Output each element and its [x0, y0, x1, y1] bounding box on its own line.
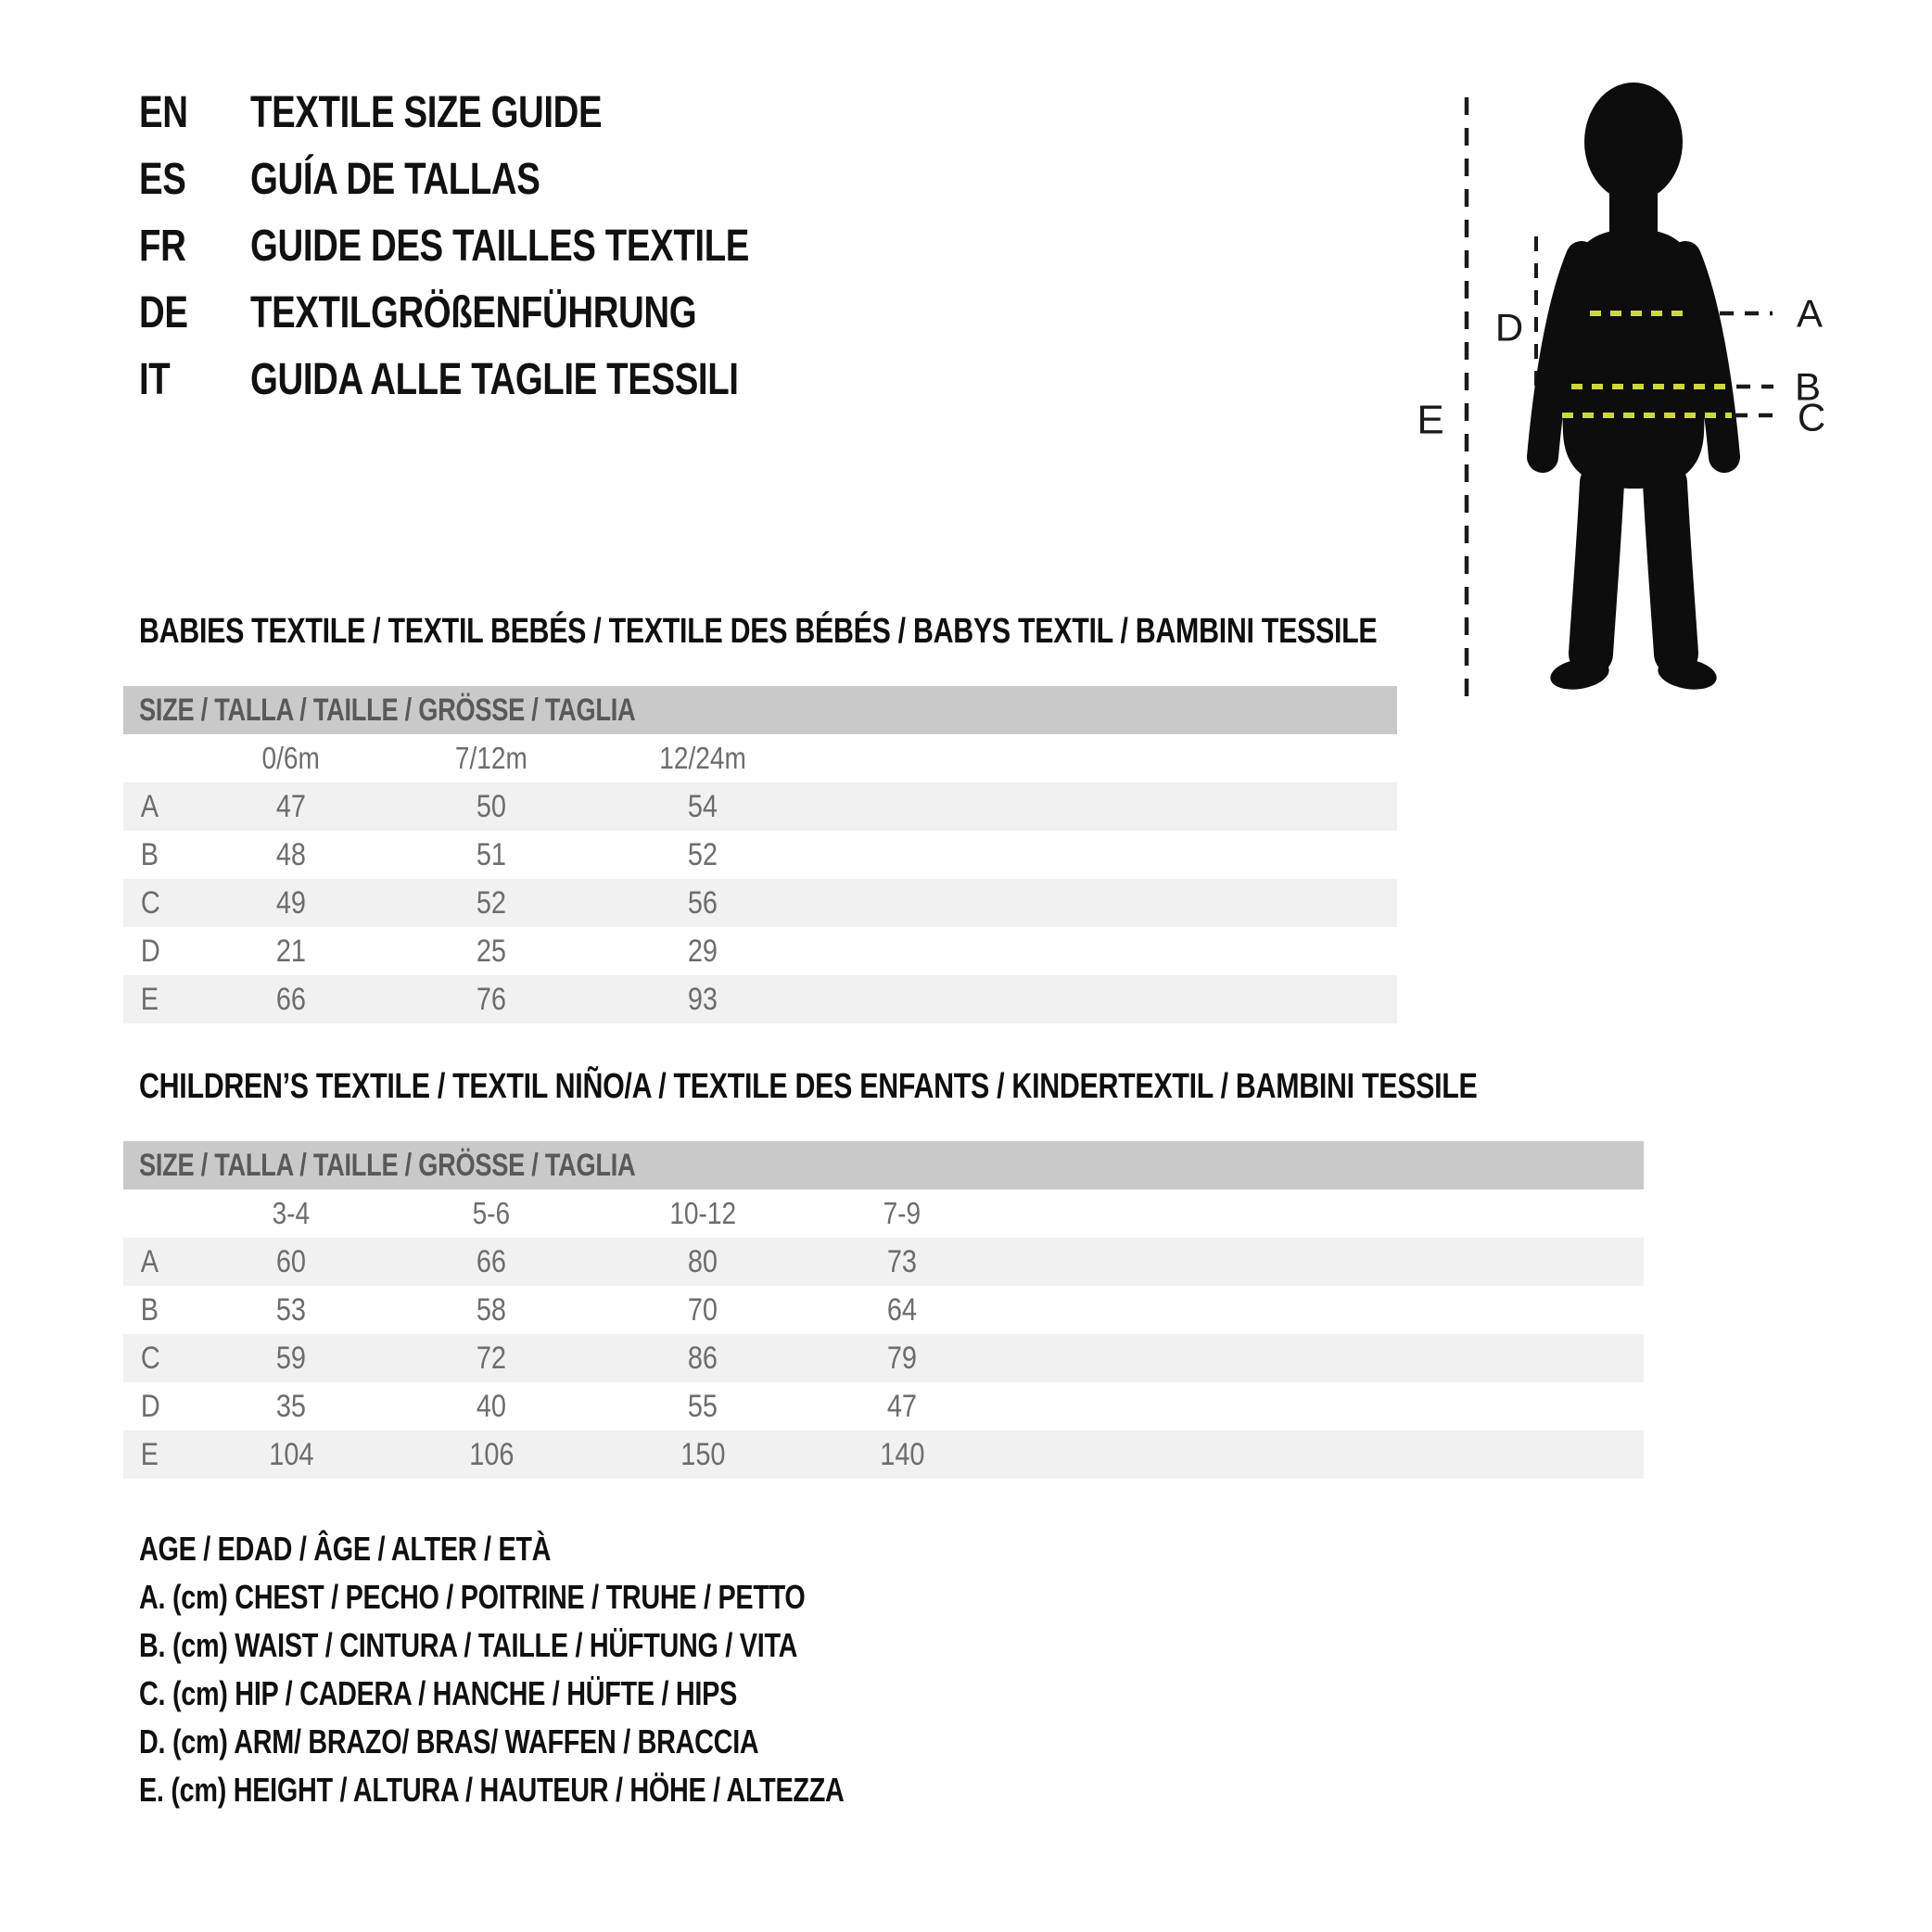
row-label: A — [140, 1243, 159, 1279]
row-label: B — [140, 836, 159, 872]
arm-label: D — [1494, 305, 1524, 350]
table-row-a — [123, 782, 1397, 831]
legend-line-hip: C. (cm) HIP / CADERA / HANCHE / HÜFTE / HIPS — [139, 1674, 737, 1712]
chest-label: A — [1796, 291, 1824, 336]
column-header: 10-12 — [669, 1196, 736, 1230]
language-row-it — [139, 347, 902, 413]
cell-value: 56 — [687, 884, 718, 921]
cell-value: 73 — [886, 1243, 918, 1279]
children-size-bar: SIZE / TALLA / TAILLE / GRÖSSE / TAGLIA — [123, 1141, 1644, 1189]
measurement-figure — [1335, 56, 1932, 760]
cell-value: 60 — [275, 1243, 307, 1279]
cell-value: 59 — [275, 1340, 307, 1376]
language-row-en — [139, 80, 902, 146]
height-label: E — [1417, 397, 1444, 443]
legend-line-arm: D. (cm) ARM/ BRAZO/ BRAS/ WAFFEN / BRACCIA — [139, 1722, 759, 1760]
table-row-b — [123, 831, 1397, 879]
cell-value: 40 — [476, 1388, 507, 1424]
cell-value: 52 — [476, 884, 507, 921]
table-row-c — [123, 879, 1397, 927]
table-row-d — [123, 1382, 1644, 1430]
language-code: DE — [139, 288, 188, 337]
row-label: D — [140, 1388, 160, 1424]
babies-section-heading: BABIES TEXTILE / TEXTIL BEBÉS / TEXTILE DES BÉBÉS / BABYS TEXTIL / BAMBINI TESSILE — [139, 612, 1378, 651]
row-label: E — [140, 1436, 159, 1472]
legend-line-age: AGE / EDAD / ÂGE / ALTER / ETÀ — [139, 1530, 552, 1568]
language-code: EN — [139, 88, 188, 137]
cell-value: 51 — [476, 836, 507, 872]
cell-value: 47 — [275, 788, 307, 824]
language-code: IT — [139, 355, 171, 404]
column-header: 3-4 — [272, 1196, 311, 1230]
measure-legend — [139, 1525, 1021, 1814]
cell-value: 93 — [687, 981, 718, 1017]
cell-value: 52 — [687, 836, 718, 872]
row-label: C — [140, 1340, 160, 1376]
cell-value: 21 — [275, 933, 307, 969]
cell-value: 29 — [687, 933, 718, 969]
language-title: GUÍA DE TALLAS — [250, 155, 540, 204]
cell-value: 55 — [687, 1388, 718, 1424]
cell-value: 35 — [275, 1388, 307, 1424]
cell-value: 66 — [275, 981, 307, 1017]
legend-line-waist: B. (cm) WAIST / CINTURA / TAILLE / HÜFTUNG / VITA — [139, 1626, 798, 1664]
silhouette-neck — [1609, 172, 1658, 236]
babies-size-table — [123, 734, 1397, 1023]
cell-value: 76 — [476, 981, 507, 1017]
column-header: 5-6 — [472, 1196, 511, 1230]
table-row-d — [123, 927, 1397, 975]
row-label: E — [140, 981, 159, 1017]
waist-label: B — [1794, 364, 1822, 409]
language-title: GUIDA ALLE TAGLIE TESSILI — [250, 355, 739, 404]
table-row-c — [123, 1334, 1644, 1382]
table-row-e — [123, 975, 1397, 1023]
cell-value: 79 — [886, 1340, 918, 1376]
row-label: A — [140, 788, 159, 824]
cell-value: 70 — [687, 1291, 718, 1328]
row-label: C — [140, 884, 160, 921]
column-header: 7-9 — [883, 1196, 922, 1230]
table-row-e — [123, 1430, 1644, 1479]
cell-value: 54 — [687, 788, 718, 824]
language-legend — [139, 80, 902, 413]
children-size-table — [123, 1189, 1644, 1479]
column-header: 7/12m — [455, 741, 527, 775]
table-row-a — [123, 1238, 1644, 1286]
legend-line-height: E. (cm) HEIGHT / ALTURA / HAUTEUR / HÖHE / ALTEZZA — [139, 1771, 845, 1809]
cell-value: 104 — [268, 1436, 314, 1472]
row-label: B — [140, 1291, 159, 1328]
hip-label: C — [1797, 395, 1826, 439]
babies-size-bar: SIZE / TALLA / TAILLE / GRÖSSE / TAGLIA — [123, 686, 1397, 734]
babies-column-header-row — [123, 734, 1397, 782]
legend-line-chest: A. (cm) CHEST / PECHO / POITRINE / TRUHE / PETTO — [139, 1578, 806, 1616]
cell-value: 64 — [886, 1291, 918, 1328]
children-section-heading: CHILDREN’S TEXTILE / TEXTIL NIÑO/A / TEXTILE DES ENFANTS / KINDERTEXTIL / BAMBINI TESSILE — [139, 1067, 1478, 1106]
language-title: TEXTILE SIZE GUIDE — [250, 88, 603, 137]
cell-value: 47 — [886, 1388, 918, 1424]
cell-value: 66 — [476, 1243, 507, 1279]
cell-value: 53 — [275, 1291, 307, 1328]
cell-value: 150 — [680, 1436, 726, 1472]
children-column-header-row — [123, 1189, 1644, 1238]
language-row-de — [139, 280, 902, 347]
cell-value: 80 — [687, 1243, 718, 1279]
table-row-b — [123, 1286, 1644, 1334]
language-code: ES — [139, 155, 186, 204]
row-label: D — [140, 933, 160, 969]
cell-value: 25 — [476, 933, 507, 969]
cell-value: 58 — [476, 1291, 507, 1328]
language-title: TEXTILGRÖßENFÜHRUNG — [250, 288, 697, 337]
language-row-es — [139, 146, 902, 213]
language-row-fr — [139, 213, 902, 280]
cell-value: 49 — [275, 884, 307, 921]
cell-value: 106 — [468, 1436, 515, 1472]
cell-value: 50 — [476, 788, 507, 824]
language-title: GUIDE DES TAILLES TEXTILE — [250, 222, 749, 271]
language-code: FR — [139, 222, 186, 271]
cell-value: 72 — [476, 1340, 507, 1376]
cell-value: 140 — [879, 1436, 925, 1472]
cell-value: 48 — [275, 836, 307, 872]
cell-value: 86 — [687, 1340, 718, 1376]
column-header: 0/6m — [261, 741, 321, 775]
column-header: 12/24m — [659, 741, 746, 775]
